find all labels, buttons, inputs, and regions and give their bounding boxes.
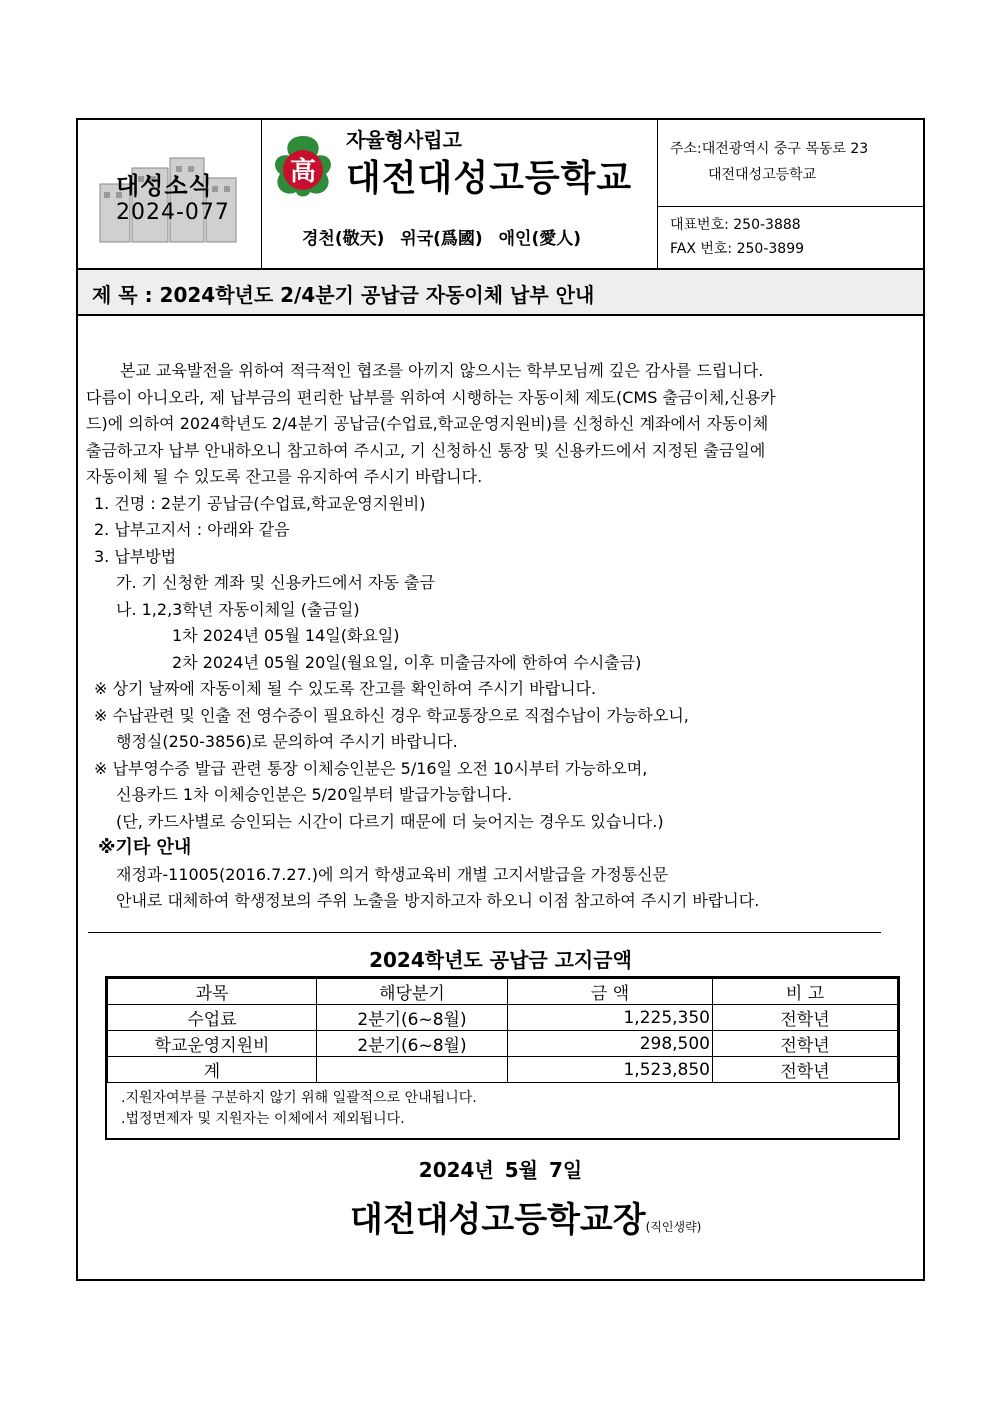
emblem-char: 高 [289,157,317,187]
header [78,120,923,270]
fee-table-title: 2024학년도 공납금 고지금액 [369,948,632,972]
note-item: ※ 수납관련 및 인출 전 영수증이 필요하신 경우 학교통장으로 직접수납이 가능하오니, [94,705,689,725]
title-bar [78,270,923,316]
table-row-total [108,1057,898,1083]
table-cell: 298,500 [508,1031,713,1057]
list-item: 1. 건명 : 2분기 공납금(수업료,학교운영지원비) [94,493,426,513]
school-emblem-icon [266,130,340,204]
table-notes [121,1088,477,1130]
fax-number: FAX 번호: 250-3899 [670,241,805,257]
column-header: 해당분기 [317,979,508,1005]
note-item-cont: 신용카드 1차 이체승인분은 5/20일부터 발급가능합니다. [116,785,513,804]
body-paragraph: 드)에 의하여 2024학년도 2/4분기 공납금(수업료,학교운영지원비)를 신청하신 계좌에서 자동이체 [86,414,769,433]
note-item: ※ 상기 날짜에 자동이체 될 수 있도록 잔고를 확인하여 주시기 바랍니다. [94,679,597,698]
school-type: 자율형사립고 [346,128,462,152]
table-cell: 전학년 [713,1031,898,1057]
address-line2: 대전대성고등학교 [708,167,817,183]
list-subitem: 가. 기 신청한 계좌 및 신용카드에서 자동 출금 [116,573,435,592]
notice-title: 제 목 : 2024학년도 2/4분기 공납금 자동이체 납부 안내 [92,283,595,307]
section-divider [88,932,881,933]
notice-date: 2024년 5월 7일 [418,1158,583,1182]
table-cell: 1,523,850 [508,1057,713,1083]
table-cell: 1,225,350 [508,1005,713,1031]
column-header: 금 액 [508,979,713,1005]
table-cell: 계 [108,1057,317,1083]
etc-line: 안내로 대체하여 학생정보의 주위 노출을 방지하고자 하오니 이점 참고하여 주시기 바랍니다. [116,891,760,910]
etc-title: ※기타 안내 [98,837,192,858]
table-note: .지원자여부를 구분하지 않기 위해 일괄적으로 안내됩니다. [121,1090,477,1106]
note-item-cont: 행정실(250-3856)로 문의하여 주시기 바랍니다. [116,732,458,751]
body-paragraph: 출금하고자 납부 안내하오니 참고하여 주시고, 기 신청하신 통장 및 신용카드에서 지정된 출금일에 [86,440,766,460]
address-line1: 주소:대전광역시 중구 목동로 23 [670,141,869,157]
notice-body [86,358,916,915]
divider [658,206,923,207]
list-subitem: 나. 1,2,3학년 자동이체일 (출금일) [116,599,360,619]
table-row [108,1031,898,1057]
notice-frame [76,118,925,1281]
school-name: 대전대성고등학교 [346,158,633,199]
table-cell: 2분기(6~8월) [317,1031,508,1057]
seal-omitted-note: (직인생략) [645,1220,702,1234]
school-cell [262,120,658,268]
fee-table [107,978,898,1083]
signature [350,1192,701,1241]
etc-line: 재정과-11005(2016.7.27.)에 의거 학생교육비 개별 고지서발급을 가정통신문 [116,864,669,884]
note-item-cont: (단, 카드사별로 승인되는 시간이 다르기 때문에 더 늦어지는 경우도 있습니다.) [116,811,664,831]
table-cell [317,1057,508,1083]
table-cell: 수업료 [108,1005,317,1031]
table-cell: 전학년 [713,1057,898,1083]
phone-number: 대표번호: 250-3888 [670,217,801,233]
debit-date-1: 1차 2024년 05월 14일(화요일) [172,626,400,645]
table-cell: 학교운영지원비 [108,1031,317,1057]
body-paragraph: 자동이체 될 수 있도록 잔고를 유지하여 주시기 바랍니다. [86,467,483,486]
debit-date-2: 2차 2024년 05월 20일(월요일, 이후 미출금자에 한하여 수시출금) [172,652,642,672]
contact-cell [658,120,923,268]
body-paragraph: 다름이 아니오라, 제 납부금의 편리한 납부를 위하여 시행하는 자동이체 제도(CMS 출금이체,신용카 [86,387,776,407]
table-cell: 전학년 [713,1005,898,1031]
newsletter-name: 대성소식 [116,172,213,200]
table-header-row [108,979,898,1005]
table-cell: 2분기(6~8월) [317,1005,508,1031]
table-row [108,1005,898,1031]
fee-table-box [105,976,900,1140]
body-paragraph: 본교 교육발전을 위하여 적극적인 협조를 아끼지 않으시는 학부모님께 깊은 감사를 드립니다. [120,361,764,380]
column-header: 과목 [108,979,317,1005]
newsletter-cell [78,120,262,268]
list-item: 2. 납부고지서 : 아래와 같음 [94,520,290,539]
school-motto: 경천(敬天) 위국(爲國) 애인(愛人) [302,229,581,249]
newsletter-number: 2024-077 [116,200,230,225]
table-note: .법정면제자 및 지원자는 이체에서 제외됩니다. [121,1111,405,1127]
list-item: 3. 납부방법 [94,546,177,566]
column-header: 비 고 [713,979,898,1005]
principal-name: 대전대성고등학교장 [350,1200,646,1240]
note-item: ※ 납부영수증 발급 관련 통장 이체승인분은 5/16일 오전 10시부터 가능하오며, [94,758,648,778]
